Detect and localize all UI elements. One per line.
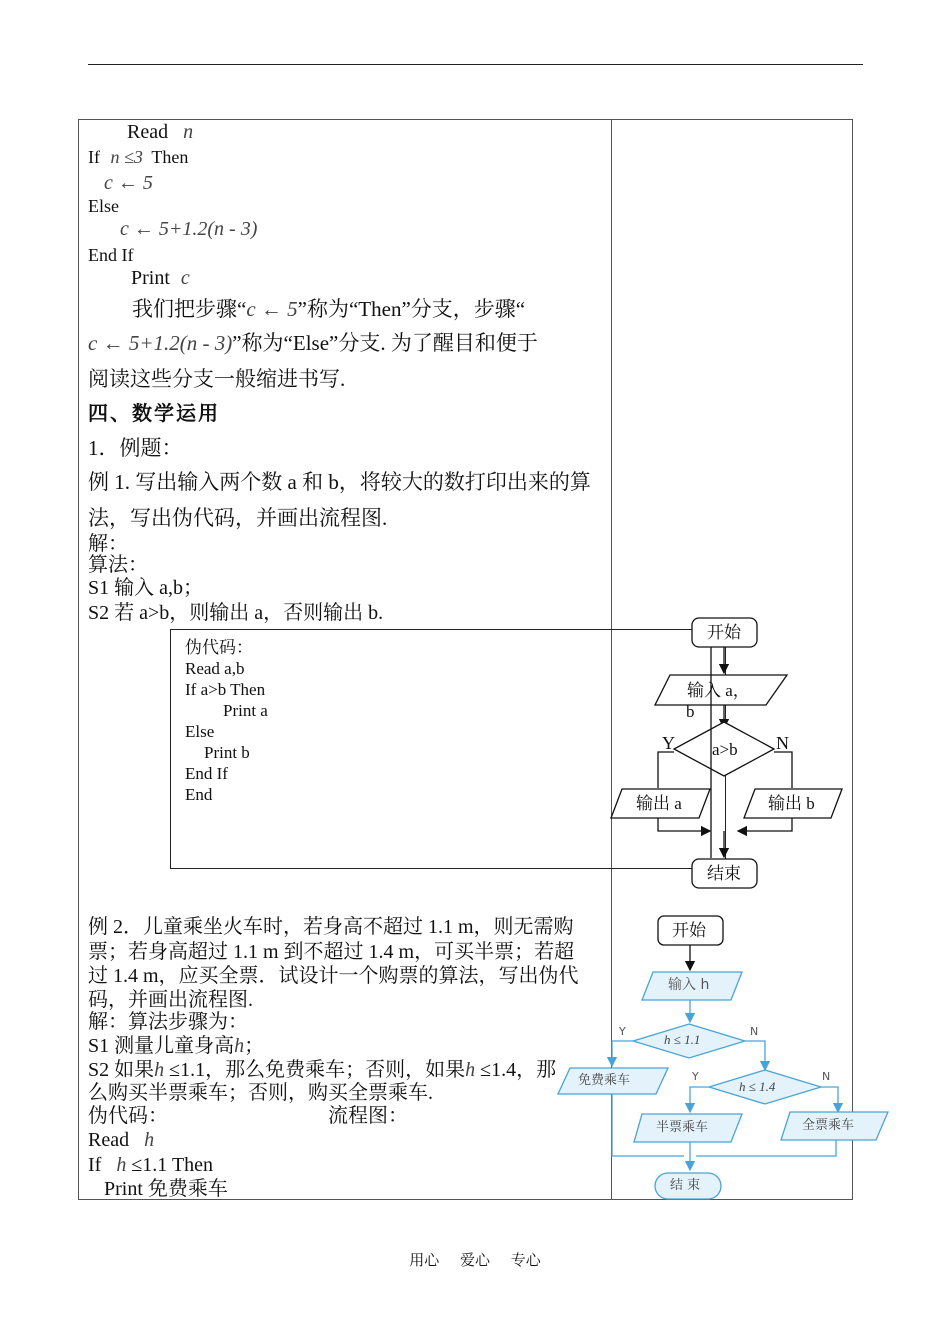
example2-line-2: 票；若身高超过 1.1 m 到不超过 1.4 m，可买半票；若超 bbox=[88, 941, 575, 963]
flow2-input-label: 输入 h bbox=[668, 977, 710, 993]
flow2-full-label: 全票乘车 bbox=[802, 1118, 855, 1133]
section-subheading: 1．例题： bbox=[88, 436, 183, 460]
example2-flow-label: 流程图： bbox=[328, 1105, 408, 1127]
code-variable: c bbox=[180, 267, 190, 289]
explain-line-3: 阅读这些分支一般缩进书写. bbox=[88, 367, 346, 391]
flow2-no-2: N bbox=[822, 1070, 831, 1083]
flow2-free-label: 免费乘车 bbox=[578, 1073, 631, 1088]
flow1-yes-label: Y bbox=[662, 733, 675, 753]
code-endif-line: End If bbox=[88, 245, 134, 265]
flow1-input-label: 输入 a， bbox=[687, 681, 750, 700]
example1-step1: S1 输入 a,b； bbox=[88, 577, 203, 599]
section-heading: 四、数学运用 bbox=[88, 403, 220, 425]
code-keyword: Read bbox=[127, 121, 169, 143]
flow2-decision-2-label: h ≤ 1.4 bbox=[739, 1079, 776, 1094]
pseudo-line: If a>b Then bbox=[185, 680, 266, 699]
text-run: 我们把步骤“ bbox=[132, 297, 247, 321]
example2-line-4: 码，并画出流程图. bbox=[88, 989, 253, 1011]
page-footer bbox=[0, 1249, 950, 1270]
example2-steps: 解：算法步骤为： bbox=[88, 1011, 248, 1033]
code-keyword: Print bbox=[131, 267, 170, 289]
text-run: ”称为“Else”分支. 为了醒目和便于 bbox=[232, 331, 538, 355]
flow2-start-label: 开始 bbox=[672, 921, 706, 940]
code-variable: h bbox=[144, 1129, 155, 1151]
pseudo-title: 伪代码： bbox=[185, 638, 253, 657]
code-else-statement: c ← 5+1.2(n - 3) bbox=[120, 218, 258, 240]
variable: h bbox=[465, 1059, 476, 1081]
flow1-start-label: 开始 bbox=[707, 623, 741, 642]
code-keyword: Read bbox=[88, 1129, 130, 1151]
flow2-half-label: 半票乘车 bbox=[656, 1120, 709, 1135]
flow2-yes-1: Y bbox=[619, 1025, 626, 1038]
text-run: ”称为“Then”分支，步骤“ bbox=[297, 297, 526, 321]
example2-line-3: 过 1.4 m，应买全票．试设计一个购票的算法，写出伪代 bbox=[88, 965, 579, 987]
code-keyword: If bbox=[88, 1154, 102, 1176]
footer-text: 用心 bbox=[409, 1251, 440, 1269]
pseudo-line: End bbox=[185, 785, 213, 804]
text-run: ； bbox=[244, 1035, 265, 1057]
text-run: S1 测量儿童身高 bbox=[88, 1035, 235, 1057]
example2-line-1: 例 2．儿童乘坐火车时，若身高不超过 1.1 m，则无需购 bbox=[88, 916, 574, 938]
pseudo-line: Else bbox=[185, 722, 215, 741]
flow1-output-a-label: 输出 a bbox=[636, 794, 682, 813]
text-run: ≤1.4，那 bbox=[475, 1059, 557, 1081]
pseudo-line: Print b bbox=[204, 743, 250, 762]
code-variable: n bbox=[183, 121, 194, 143]
formula: c ← 5+1.2(n - 3) bbox=[88, 331, 233, 355]
formula: c ← 5 bbox=[246, 297, 298, 321]
variable: h bbox=[154, 1059, 165, 1081]
code-else-line: Else bbox=[88, 196, 119, 216]
flow1-end-label: 结束 bbox=[707, 864, 741, 883]
example2-pseudo-label: 伪代码： bbox=[88, 1105, 168, 1127]
example1-line-2: 法，写出伪代码，并画出流程图. bbox=[88, 506, 388, 530]
variable: h bbox=[234, 1035, 245, 1057]
flow2-decision-1-label: h ≤ 1.1 bbox=[664, 1032, 701, 1047]
flow2-yes-2: Y bbox=[692, 1070, 699, 1083]
code-keyword: If bbox=[88, 147, 100, 167]
code-condition: n ≤3 bbox=[110, 147, 143, 167]
example1-algo: 算法： bbox=[88, 554, 148, 576]
pseudo-line: Print a bbox=[223, 701, 268, 720]
text-run: S2 如果 bbox=[88, 1059, 155, 1081]
footer-text: 专心 bbox=[510, 1251, 541, 1269]
example1-line-1: 例 1. 写出输入两个数 a 和 b，将较大的数打印出来的算 bbox=[88, 470, 591, 494]
example1-solve: 解： bbox=[88, 533, 128, 555]
code-keyword: Then bbox=[151, 147, 189, 167]
code-condition: ≤1.1 Then bbox=[131, 1154, 214, 1176]
example2-print-line: Print 免费乘车 bbox=[104, 1178, 228, 1200]
flow2-end-label: 结 束 bbox=[670, 1178, 701, 1193]
footer-text: 爱心 bbox=[459, 1251, 490, 1269]
flow1-no-label: N bbox=[776, 733, 789, 753]
code-variable: h bbox=[116, 1154, 127, 1176]
flow1-decision-label: a>b bbox=[712, 740, 738, 759]
flow2-no-1: N bbox=[750, 1025, 759, 1038]
code-then-statement: c ← 5 bbox=[104, 172, 153, 194]
flow1-input-label-b: b bbox=[686, 702, 695, 721]
flow1-output-b-label: 输出 b bbox=[768, 794, 815, 813]
pseudo-line: End If bbox=[185, 764, 228, 783]
text-run: ≤1.1，那么免费乘车；否则，如果 bbox=[164, 1059, 466, 1081]
example2-step2-cont: 么购买半票乘车；否则，购买全票乘车. bbox=[88, 1082, 433, 1104]
example1-step2: S2 若 a>b，则输出 a，否则输出 b. bbox=[88, 602, 384, 624]
pseudo-line: Read a,b bbox=[185, 659, 245, 678]
